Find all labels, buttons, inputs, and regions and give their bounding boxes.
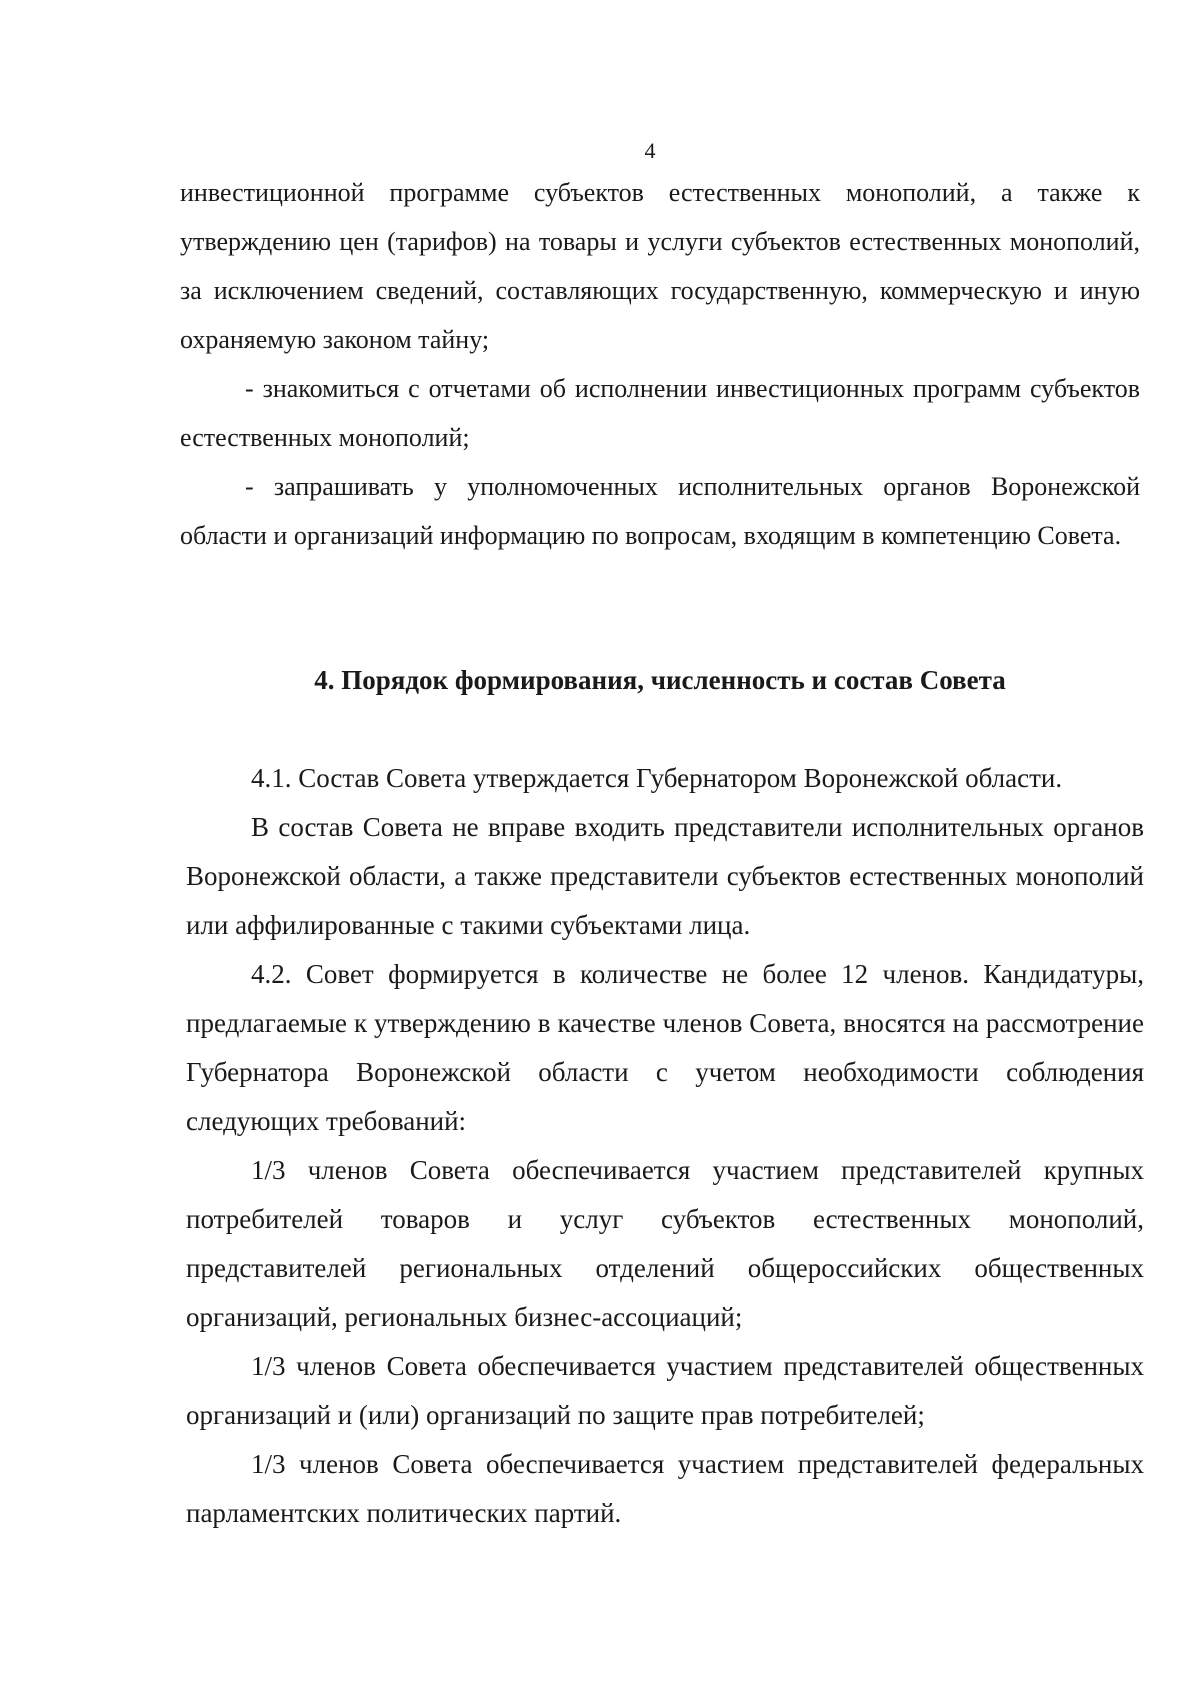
section-heading: 4. Порядок формирования, численность и состав Совета <box>314 665 1006 695</box>
page-number: 4 <box>644 138 656 163</box>
paragraph-third-parties: 1/3 членов Совета обеспечивается участием представителей федеральных парламентских политических партий. <box>186 1449 1144 1528</box>
paragraph-third-public-orgs: 1/3 членов Совета обеспечивается участием представителей общественных организаций и (или) организаций по защите прав потребителей; <box>186 1351 1144 1430</box>
paragraph-continuation: инвестиционной программе субъектов естественных монополий, а также к утверждению цен (тарифов) на товары и услуги субъектов естественных монополий, за исключением сведений, составляющих государственную, коммерческую и иную охраняемую законом тайну; <box>180 178 1140 354</box>
paragraph-third-consumers: 1/3 членов Совета обеспечивается участием представителей крупных потребителей товаров и услуг субъектов естественных монополий, представителей региональных отделений общероссийских общественных организаций, региональных бизнес-ассоциаций; <box>186 1155 1144 1332</box>
paragraph-4-2: 4.2. Совет формируется в количестве не более 12 членов. Кандидатуры, предлагаемые к утверждению в качестве членов Совета, вносятся на рассмотрение Губернатора Воронежской области с учетом необходимости соблюдения следующих требований: <box>186 959 1144 1136</box>
intro-text-block <box>180 168 1140 560</box>
paragraph-4-1: 4.1. Состав Совета утверждается Губернатором Воронежской области. <box>251 763 1063 793</box>
paragraph-right-reports: - знакомиться с отчетами об исполнении инвестиционных программ субъектов естественных монополий; <box>180 374 1140 452</box>
paragraph-exclusion: В состав Совета не вправе входить представители исполнительных органов Воронежской области, а также представители субъектов естественных монополий или аффилированные с такими субъектами лица. <box>186 812 1144 940</box>
section-text-block <box>186 754 1144 1538</box>
paragraph-right-request: - запрашивать у уполномоченных исполнительных органов Воронежской области и организаций информацию по вопросам, входящим в компетенцию Совета. <box>180 472 1140 550</box>
